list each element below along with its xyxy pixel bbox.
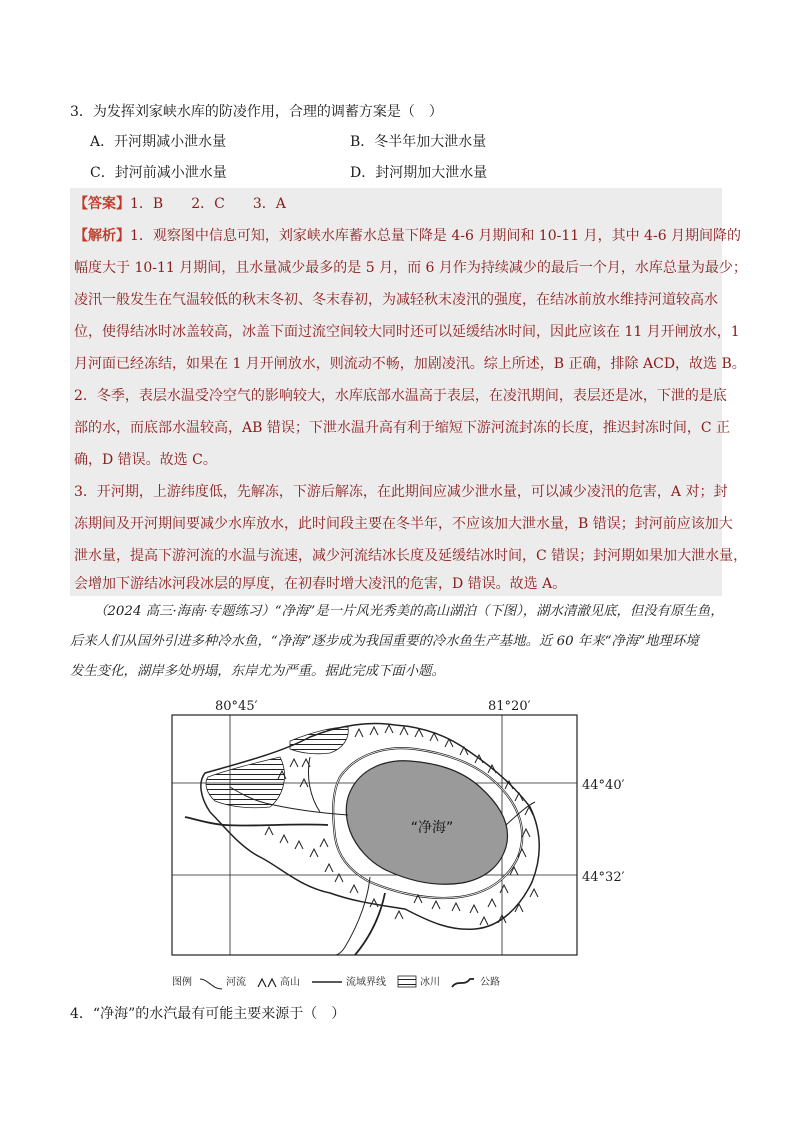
legend-glacier-label: 冰川 — [420, 977, 440, 988]
question-3-option-c: C．封河前减小泄水量 — [90, 165, 227, 181]
analysis-line-9: 3．开河期，上游纬度低，先解冻，下游后解冻，在此期间应减少泄水量，可以减少凌汛的危害，A 对；封 — [74, 484, 728, 500]
analysis-line-4: 位，使得结冰时冰盖较高，冰盖下面过流空间较大同时还可以延缓结冰时间，因此应该在 11 月开闸放水，1 — [74, 324, 740, 340]
legend-road-icon — [452, 979, 474, 987]
analysis-tag: 【解析】 — [74, 228, 130, 244]
legend-boundary-label: 流域界线 — [346, 977, 386, 988]
lon-label-right: 81°20′ — [488, 699, 531, 714]
question-3-option-d: D．封河期加大泄水量 — [350, 165, 488, 181]
analysis-line-11: 泄水量，提高下游河流的水温与流速，减少河流结冰长度及延缓结冰时间，C 错误；封河期如果加大泄水量， — [74, 548, 748, 564]
analysis-line-12: 会增加下游结冰河段冰层的厚度，在初春时增大凌汛的危害，D 错误。故选 A。 — [74, 576, 567, 592]
road-west — [185, 817, 328, 826]
intro-line-2: 后来人们从国外引进多种冷水鱼，“净海”逐步成为我国重要的冷水鱼生产基地。近 60 年来“净海”地理环境 — [70, 634, 699, 649]
analysis-line-7: 部的水，而底部水温较高，AB 错误；下泄水温升高有利于缩短下游河流封冻的长度，推迟封冻时间，C 正 — [74, 420, 731, 436]
legend-mountain-icon — [258, 979, 276, 987]
analysis-line-3: 凌汛一般发生在气温较低的秋末冬初、冬末春初，为减轻秋末凌汛的强度，在结冰前放水维持河道较高水 — [74, 292, 718, 308]
analysis-text: 1．观察图中信息可知，刘家峡水库蓄水总量下降是 4-6 月期间和 10-11 月，其中 4-6 月期间降的 — [130, 228, 742, 244]
analysis-line-1 — [74, 226, 741, 246]
intro-line-1: （2024 高三·海南·专题练习）“净海”是一片风光秀美的高山湖泊（下图），湖水清澈见底，但没有原生鱼， — [94, 604, 724, 619]
road-south — [355, 893, 385, 955]
analysis-line-8: 确，D 错误。故选 C。 — [74, 452, 217, 468]
river-west-2 — [308, 757, 320, 812]
legend-river-label: 河流 — [226, 977, 246, 988]
answer-line — [74, 194, 286, 214]
legend-river-icon — [200, 979, 222, 989]
legend-mountain-label: 高山 — [280, 977, 300, 988]
lat-label-bottom: 44°32′ — [582, 870, 625, 885]
answer-text: 1．B 2．C 3．A — [130, 196, 286, 212]
analysis-line-10: 冻期间及开河期间要减少水库放水，此时间段主要在冬半年，不应该加大泄水量，B 错误；封河前应该加大 — [74, 516, 733, 532]
legend-road-label: 公路 — [480, 977, 500, 988]
lake-map — [170, 697, 630, 997]
analysis-line-6: 2．冬季，表层水温受冷空气的影响较大，水库底部水温高于表层，在凌汛期间，表层还是冰，下泄的是底 — [74, 388, 727, 404]
glacier-west — [206, 757, 284, 808]
legend-title: 图例 — [172, 977, 192, 988]
analysis-line-2: 幅度大于 10-11 月期间，且水量减少最多的是 5 月，而 6 月作为持续减少的最后一个月，水库总量为最少； — [74, 260, 747, 276]
question-3-stem: 3．为发挥刘家峡水库的防凌作用，合理的调蓄方案是（ ） — [70, 104, 443, 120]
question-4-stem: 4．“净海”的水汽最有可能主要来源于（ ） — [70, 1006, 346, 1022]
legend-glacier-icon — [398, 976, 416, 987]
lon-label-left: 80°45′ — [215, 699, 258, 714]
intro-line-3: 发生变化，湖岸多处坍塌，东岸尤为严重。据此完成下面小题。 — [70, 664, 445, 679]
glacier-north — [290, 727, 348, 754]
question-3-option-b: B．冬半年加大泄水量 — [350, 134, 487, 150]
lat-label-top: 44°40′ — [582, 778, 625, 793]
analysis-line-5: 月河面已经冻结，如果在 1 月开闸放水，则流动不畅，加剧凌汛。综上所述，B 正确，排除 ACD，故选 B。 — [74, 356, 746, 372]
legend — [172, 975, 500, 989]
lake-label: “净海” — [410, 820, 454, 836]
answer-tag: 【答案】 — [74, 196, 130, 212]
question-3-option-a: A．开河期减小泄水量 — [90, 134, 227, 150]
